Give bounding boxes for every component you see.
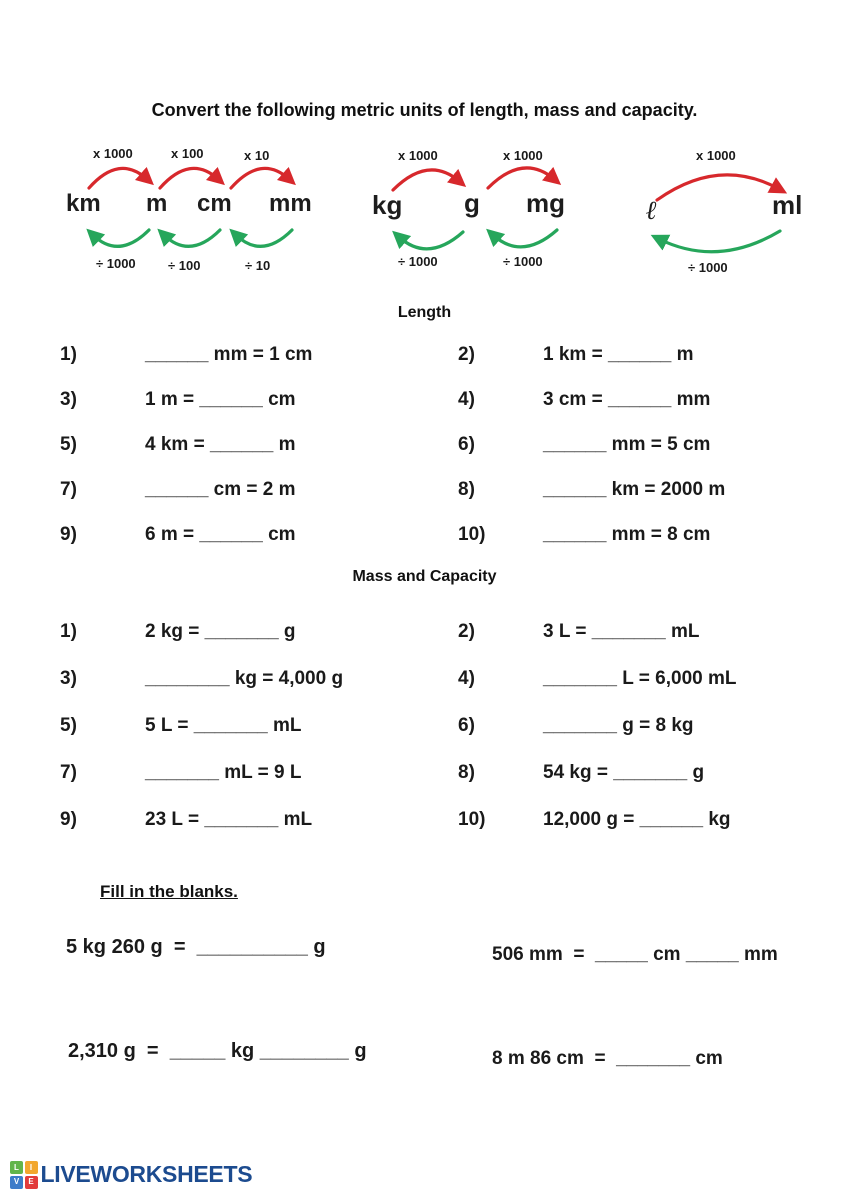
divider-label: ÷ 100 bbox=[168, 258, 201, 273]
question-text[interactable]: 5 L = _______ mL bbox=[145, 715, 302, 736]
question-text[interactable]: ______ mm = 1 cm bbox=[145, 344, 313, 365]
question-text[interactable]: ______ km = 2000 m bbox=[543, 479, 726, 500]
unit-label-km: km bbox=[66, 190, 101, 217]
question-row bbox=[0, 613, 849, 660]
question-number: 5) bbox=[60, 434, 77, 455]
logo-square-i: I bbox=[25, 1161, 38, 1174]
divider-label: ÷ 10 bbox=[245, 258, 271, 273]
question-number: 8) bbox=[458, 479, 475, 500]
multiply-arrow-icon bbox=[228, 164, 296, 192]
page-title: Convert the following metric units of length, mass and capacity. bbox=[151, 100, 698, 120]
unit-label-kg: kg bbox=[372, 190, 403, 220]
logo-square-e: E bbox=[25, 1176, 38, 1189]
liveworksheets-logo-text: LIVEWORKSHEETS bbox=[40, 1161, 253, 1188]
unit-label-m: m bbox=[146, 190, 168, 217]
question-row bbox=[0, 471, 849, 516]
question-number: 4) bbox=[458, 668, 475, 689]
multiplier-label: x 100 bbox=[171, 146, 204, 161]
question-text[interactable]: ______ cm = 2 m bbox=[145, 479, 296, 500]
multiplier-label: x 10 bbox=[244, 148, 270, 163]
question-text[interactable]: 23 L = _______ mL bbox=[145, 809, 313, 830]
divide-arrow-icon bbox=[484, 226, 560, 254]
question-number: 1) bbox=[60, 344, 77, 365]
unit-label-g: g bbox=[464, 188, 480, 218]
question-text[interactable]: 12,000 g = ______ kg bbox=[543, 809, 731, 830]
question-number: 6) bbox=[458, 715, 475, 736]
question-text[interactable]: 1 km = ______ m bbox=[543, 344, 694, 365]
question-text[interactable]: 4 km = ______ m bbox=[145, 434, 296, 455]
multiplier-label: x 1000 bbox=[93, 146, 133, 161]
question-row bbox=[0, 336, 849, 381]
question-text[interactable]: ________ kg = 4,000 g bbox=[145, 668, 344, 689]
capacity-conversion-diagram bbox=[640, 140, 820, 290]
logo-square-v: V bbox=[10, 1176, 23, 1189]
multiplier-label: x 1000 bbox=[696, 148, 736, 163]
question-row bbox=[0, 516, 849, 561]
question-number: 9) bbox=[60, 809, 77, 830]
question-number: 9) bbox=[60, 524, 77, 545]
question-number: 2) bbox=[458, 621, 475, 642]
fill-blanks-heading: Fill in the blanks. bbox=[100, 882, 238, 901]
multiply-arrow-icon bbox=[157, 164, 225, 192]
question-number: 8) bbox=[458, 762, 475, 783]
question-row bbox=[0, 754, 849, 801]
divider-label: ÷ 1000 bbox=[398, 254, 438, 269]
question-text[interactable]: 3 L = _______ mL bbox=[543, 621, 700, 642]
question-number: 3) bbox=[60, 389, 77, 410]
liveworksheets-logo[interactable] bbox=[10, 1161, 252, 1189]
fill-blank-item[interactable]: 2,310 g = _____ kg ________ g bbox=[68, 1040, 367, 1062]
length-questions bbox=[0, 336, 849, 561]
unit-label-mg: mg bbox=[526, 188, 565, 218]
question-text[interactable]: ______ mm = 8 cm bbox=[543, 524, 711, 545]
question-text[interactable]: 1 m = ______ cm bbox=[145, 389, 296, 410]
question-text[interactable]: 3 cm = ______ mm bbox=[543, 389, 711, 410]
unit-label-mm: mm bbox=[269, 190, 312, 217]
fill-blank-item[interactable]: 506 mm = _____ cm _____ mm bbox=[492, 944, 778, 965]
divider-label: ÷ 1000 bbox=[503, 254, 543, 269]
divide-arrow-icon bbox=[650, 226, 785, 260]
unit-label-cm: cm bbox=[197, 190, 232, 217]
question-number: 2) bbox=[458, 344, 475, 365]
length-section-heading: Length bbox=[397, 304, 452, 321]
question-text[interactable]: 54 kg = _______ g bbox=[543, 762, 705, 783]
multiplier-label: x 1000 bbox=[398, 148, 438, 163]
question-number: 7) bbox=[60, 479, 77, 500]
question-text[interactable]: _______ g = 8 kg bbox=[543, 715, 694, 736]
question-number: 6) bbox=[458, 434, 475, 455]
multiply-arrow-icon bbox=[652, 170, 787, 204]
question-text[interactable]: _______ mL = 9 L bbox=[145, 762, 302, 783]
question-number: 1) bbox=[60, 621, 77, 642]
length-conversion-diagram bbox=[0, 140, 345, 290]
question-number: 3) bbox=[60, 668, 77, 689]
question-text[interactable]: _______ L = 6,000 mL bbox=[543, 668, 737, 689]
question-number: 4) bbox=[458, 389, 475, 410]
question-number: 7) bbox=[60, 762, 77, 783]
question-text[interactable]: 6 m = ______ cm bbox=[145, 524, 296, 545]
question-number: 10) bbox=[458, 809, 486, 830]
divide-arrow-icon bbox=[155, 226, 223, 254]
divide-arrow-icon bbox=[390, 228, 466, 256]
question-row bbox=[0, 426, 849, 471]
fill-blank-item[interactable]: 8 m 86 cm = _______ cm bbox=[492, 1048, 723, 1069]
question-row bbox=[0, 707, 849, 754]
divide-arrow-icon bbox=[227, 226, 295, 254]
divider-label: ÷ 1000 bbox=[688, 260, 728, 275]
question-number: 10) bbox=[458, 524, 486, 545]
question-text[interactable]: 2 kg = _______ g bbox=[145, 621, 296, 642]
divide-arrow-icon bbox=[84, 226, 152, 254]
question-row bbox=[0, 801, 849, 848]
fill-blank-item[interactable]: 5 kg 260 g = __________ g bbox=[66, 936, 326, 958]
question-number: 5) bbox=[60, 715, 77, 736]
multiplier-label: x 1000 bbox=[503, 148, 543, 163]
mass-conversion-diagram bbox=[370, 140, 585, 290]
question-text[interactable]: ______ mm = 5 cm bbox=[543, 434, 711, 455]
liveworksheets-logo-icon bbox=[10, 1161, 38, 1189]
logo-square-l: L bbox=[10, 1161, 23, 1174]
divider-label: ÷ 1000 bbox=[96, 256, 136, 271]
unit-label-ml: ml bbox=[772, 190, 803, 220]
unit-label-litre: ℓ bbox=[646, 196, 658, 226]
mass-capacity-section-heading: Mass and Capacity bbox=[352, 568, 497, 585]
multiply-arrow-icon bbox=[86, 164, 154, 192]
question-row bbox=[0, 660, 849, 707]
question-row bbox=[0, 381, 849, 426]
mass-capacity-questions bbox=[0, 613, 849, 848]
